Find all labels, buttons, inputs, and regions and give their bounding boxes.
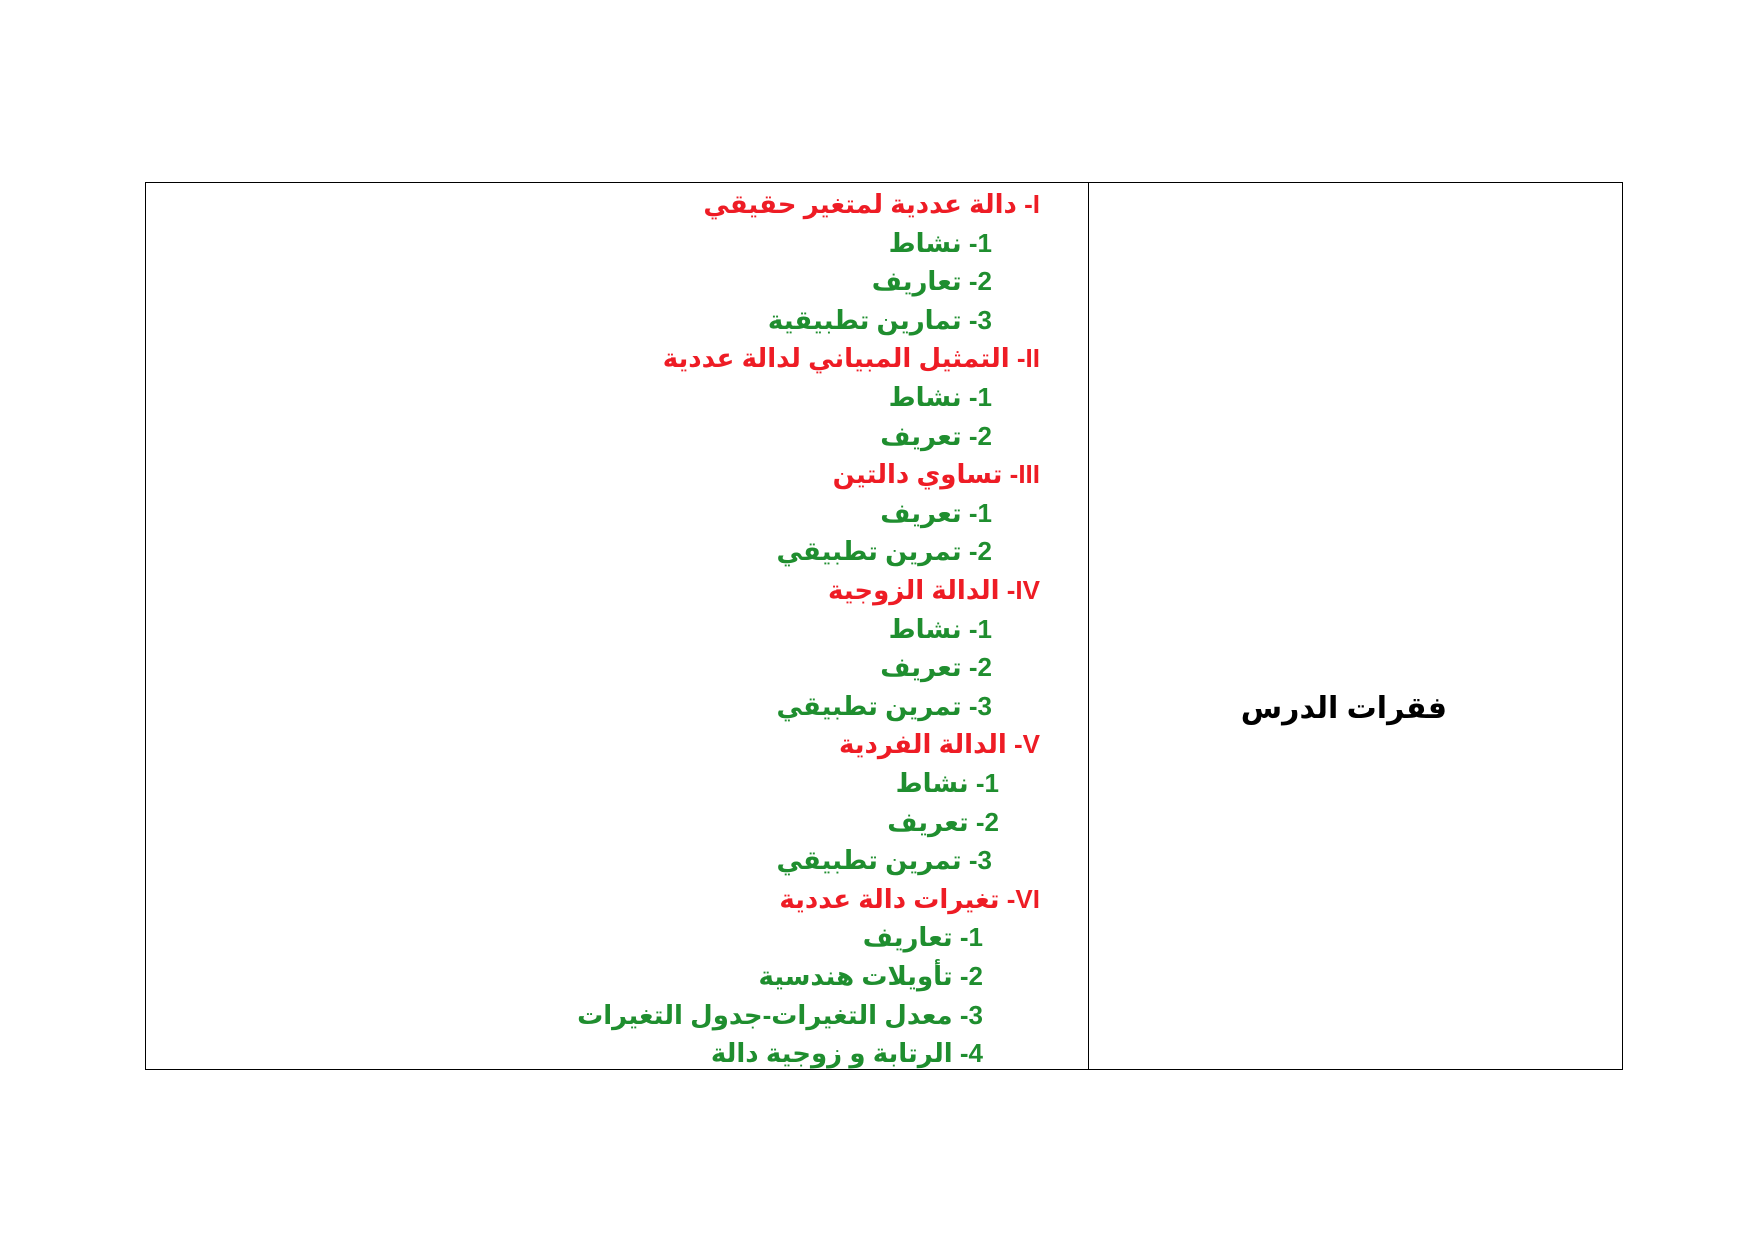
item-number: VI (1015, 883, 1040, 914)
item-number: 2 (977, 536, 992, 567)
item-number: 2 (984, 806, 999, 837)
item-separator: - (961, 304, 978, 335)
item-text: تعاريف (871, 266, 962, 297)
item-text: نشاط (888, 227, 962, 258)
item-separator: - (952, 999, 969, 1030)
subsection-item (880, 651, 992, 683)
section-label: فقرات الدرس (1240, 692, 1447, 725)
item-text: معدل التغيرات-جدول التغيرات (577, 999, 953, 1030)
item-text: تعريف (887, 806, 969, 837)
item-number: 2 (977, 652, 992, 683)
item-separator: - (968, 806, 985, 837)
item-separator: - (999, 575, 1016, 605)
item-number: III (1018, 459, 1040, 490)
item-text: نشاط (888, 613, 962, 644)
item-text: تعريف (880, 652, 962, 683)
label-cell (1089, 183, 1622, 1069)
item-separator: - (1016, 189, 1033, 219)
outline-cell (146, 183, 1089, 1069)
section-heading (703, 188, 1040, 220)
subsection-item (880, 420, 992, 452)
item-number: 2 (968, 961, 983, 991)
item-number: 3 (977, 304, 992, 335)
item-text: دالة عددية لمتغير حقيقي (703, 189, 1017, 219)
section-heading (833, 458, 1040, 490)
subsection-item (758, 960, 983, 992)
subsection-item (777, 844, 992, 876)
subsection-item (889, 227, 992, 259)
item-text: تمرين تطبيقي (776, 690, 962, 721)
item-separator: - (961, 497, 978, 528)
item-separator: - (968, 768, 985, 798)
item-text: تمرين تطبيقي (776, 845, 962, 876)
item-separator: - (1006, 729, 1023, 760)
item-separator: - (952, 922, 969, 953)
item-separator: - (961, 420, 978, 451)
subsection-item (889, 381, 992, 413)
subsection-item (711, 1037, 983, 1069)
item-number: 1 (984, 768, 999, 798)
item-number: 3 (968, 999, 983, 1030)
item-text: التمثيل المبياني لدالة عددية (662, 343, 1010, 374)
item-number: 3 (977, 690, 992, 721)
item-number: 1 (977, 227, 992, 258)
item-number: II (1025, 343, 1040, 374)
item-number: IV (1015, 575, 1040, 605)
item-number: 4 (968, 1038, 983, 1069)
item-text: تمرين تطبيقي (776, 536, 962, 567)
item-number: 1 (977, 613, 992, 644)
item-separator: - (961, 382, 978, 412)
section-heading (779, 883, 1040, 915)
subsection-item (880, 497, 992, 529)
item-separator: - (1009, 343, 1026, 374)
item-text: تغيرات دالة عددية (779, 883, 1000, 914)
item-separator: - (961, 613, 978, 644)
item-number: I (1032, 189, 1040, 219)
item-separator: - (961, 652, 978, 683)
item-text: الرتابة و زوجية دالة (710, 1038, 953, 1069)
item-text: نشاط (888, 382, 962, 412)
item-number: 1 (968, 922, 983, 953)
item-number: 1 (977, 382, 992, 412)
item-text: تمارين تطبيقية (767, 304, 962, 335)
item-separator: - (1002, 459, 1019, 490)
subsection-item (768, 304, 992, 336)
item-separator: - (961, 690, 978, 721)
subsection-item (889, 613, 992, 645)
item-text: نشاط (895, 768, 969, 798)
item-text: تساوي دالتين (832, 459, 1003, 490)
subsection-item (777, 690, 992, 722)
item-text: الدالة الفردية (838, 729, 1007, 760)
item-number: 2 (977, 266, 992, 297)
subsection-item (577, 999, 983, 1031)
subsection-item (872, 265, 992, 297)
item-text: تعريف (880, 497, 962, 528)
item-number: 2 (977, 420, 992, 451)
item-separator: - (952, 961, 969, 991)
lesson-outline-table (145, 182, 1623, 1070)
subsection-item (777, 535, 992, 567)
item-text: تعاريف (862, 922, 953, 953)
item-separator: - (961, 536, 978, 567)
subsection-item (896, 767, 999, 799)
item-separator: - (961, 845, 978, 876)
subsection-item (863, 921, 983, 953)
section-heading (828, 574, 1040, 606)
subsection-item (887, 806, 999, 838)
item-separator: - (952, 1038, 969, 1069)
section-heading (839, 728, 1040, 760)
item-number: V (1022, 729, 1040, 760)
item-number: 1 (977, 497, 992, 528)
item-text: الدالة الزوجية (828, 575, 1000, 605)
item-separator: - (999, 883, 1016, 914)
item-number: 3 (977, 845, 992, 876)
section-heading (663, 342, 1040, 374)
item-separator: - (961, 266, 978, 297)
item-text: تأويلات هندسية (758, 961, 953, 991)
item-separator: - (961, 227, 978, 258)
item-text: تعريف (880, 420, 962, 451)
